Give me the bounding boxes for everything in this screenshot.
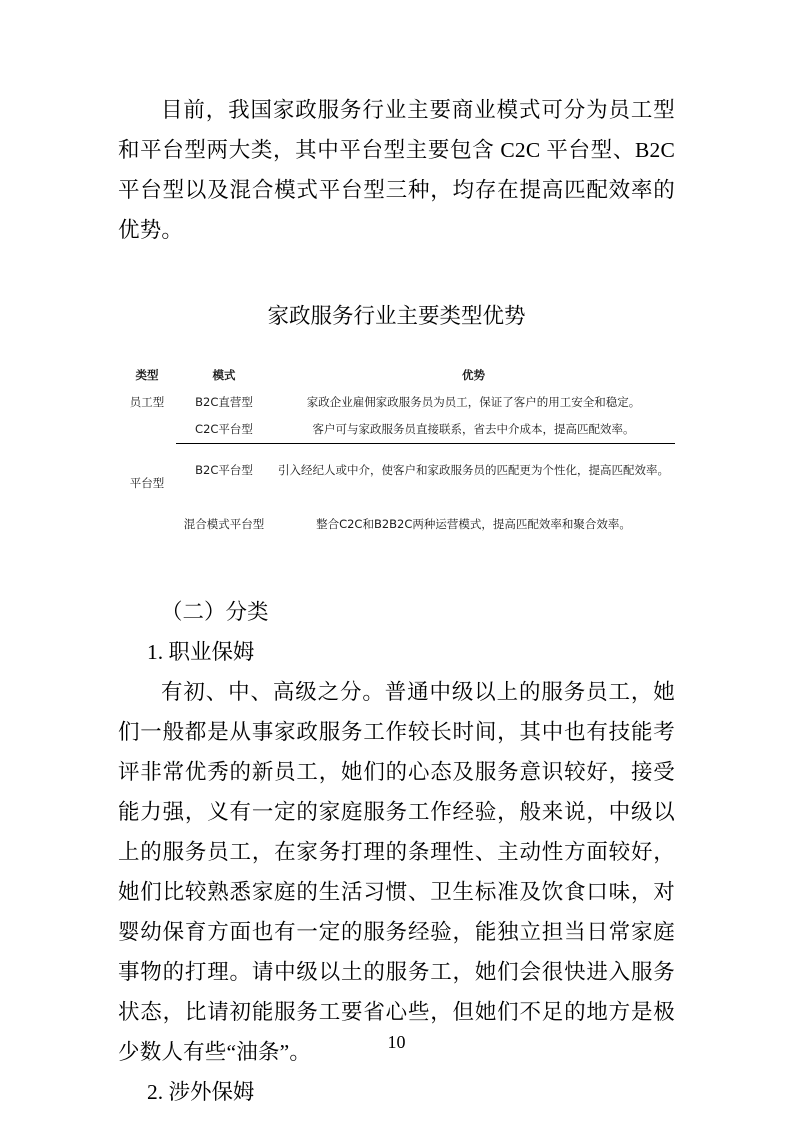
next-subsection-heading: 2. 涉外保姆: [147, 1079, 255, 1104]
table-header-row: [118, 362, 675, 389]
intro-paragraph: 目前，我国家政服务行业主要商业模式可分为员工型和平台型两大类，其中平台型主要包含 C2C 平台型、B2C 平台型以及混合模式平台型三种，均存在提高匹配效率的优势。: [118, 98, 675, 242]
body-paragraph: 有初、中、高级之分。普通中级以上的服务员工，她们一般都是从事家政服务工作较长时间，其中也有技能考评非常优秀的新员工，她们的心态及服务意识较好，接受能力强，义有一定的家庭服务工作经验，般来说，中级以上的服务员工，在家务打理的条理性、主动性方面较好，她们比较熟悉家庭的生活习惯、卫生标准及饮食口味，对婴幼保育方面也有一定的服务经验，能独立担当日常家庭事物的打理。请中级以土的服务工，她们会很快进入服务状态，比请初能服务工要省心些，但她们不足的地方是极少数人有些“油条”。: [118, 679, 675, 1064]
cell-advantage: 整合C2C和B2B2C两种运营模式，提高匹配效率和聚合效率。: [316, 517, 631, 531]
table-row: [118, 389, 675, 416]
cell-mode: B2C平台型: [195, 463, 253, 478]
spacer: [118, 556, 675, 592]
cell-advantage: 引入经纪人或中介，使客户和家政服务员的匹配更为个性化，提高匹配效率。: [278, 463, 669, 478]
section-heading: （二）分类: [161, 599, 269, 624]
cell-mode: B2C直营型: [195, 395, 253, 409]
page-content: [118, 90, 675, 1112]
table-row: [118, 444, 675, 498]
table-header-mode: 模式: [212, 368, 236, 382]
cell-type: 平台型: [129, 476, 165, 491]
page-number: 10: [387, 1032, 406, 1052]
cell-advantage: 家政企业雇佣家政服务员为员工，保证了客户的用工安全和稳定。: [306, 395, 641, 409]
table-caption: 家政服务行业主要类型优势: [267, 304, 526, 328]
advantage-table: [118, 362, 675, 552]
table-header-advantage: 优势: [462, 368, 485, 382]
table-row: [118, 416, 675, 444]
cell-type: 员工型: [129, 395, 165, 409]
table-row: [118, 498, 675, 552]
cell-mode: C2C平台型: [176, 416, 272, 444]
subsection-heading: 1. 职业保姆: [147, 639, 255, 664]
table-header-type: 类型: [135, 368, 159, 382]
cell-mode: 混合模式平台型: [183, 517, 265, 531]
advantage-table-wrapper: [118, 362, 675, 556]
cell-advantage: 客户可与家政服务员直接联系，省去中介成本，提高匹配效率。: [272, 416, 675, 444]
